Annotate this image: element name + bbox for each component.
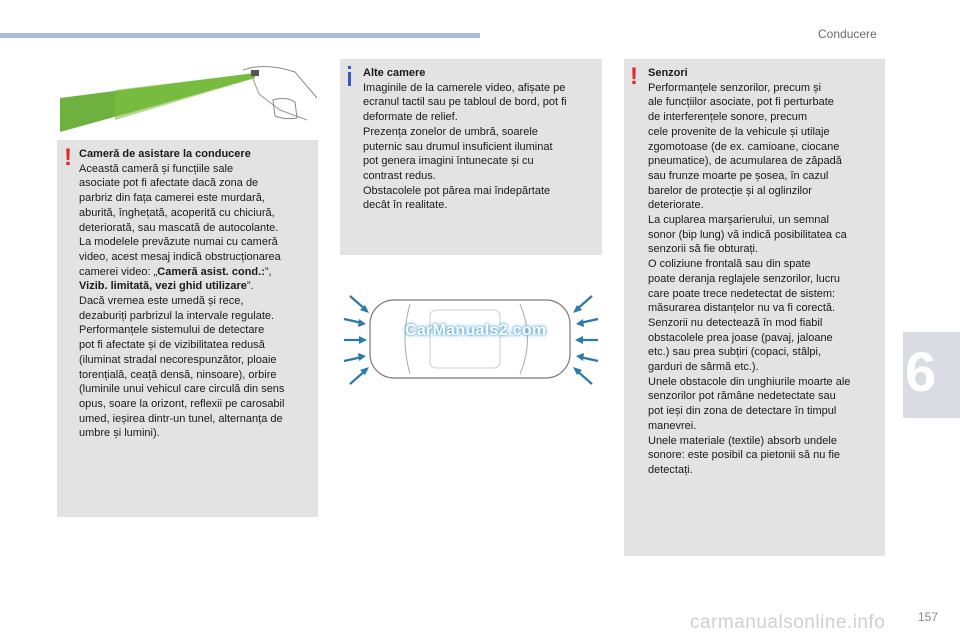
- chapter-number: 6: [905, 340, 937, 403]
- sensors-warning-text: [648, 66, 884, 478]
- exclamation-icon: !: [630, 63, 638, 90]
- sensors-warning-body: Performanțele senzorilor, precum și ale funcțiilor asociate, pot fi perturbate de interferențele sonore, precum cele provenite de la vehicule și utilaje zgomotoase (de ex. camioane, ciocane pneumatice), de acumularea de zăpadă sau frunze moarte pe șosea, în cazul barelor de protecție și al oglinzilor deteriorate. La cuplarea marșarierului, un semnal sonor (bip lung) vă indică posibilitatea ca senzorii să fie obturați. O coliziune frontală sau din spate poate deranja reglajele senzorilor, lucru care poate trece nedetectat de sistem: măsurarea distanțelor nu va fi corectă. Senzorii nu detectează în mod fiabil obstacolele prea joase (pavaj, jaloane etc.) sau prea subțiri (copaci, stâlpi, garduri de sârmă etc.). Unele obstacole din unghiurile moarte ale senzorilor pot rămâne nedetectate sau pot ieși din zona de detectare în timpul manevrei. Unele materiale (textile) absorb undele sonore: este posibil ca pietonii să nu fie detectați.: [648, 81, 851, 476]
- sensors-warning-title: Senzori: [648, 67, 688, 79]
- info-icon: [348, 66, 351, 69]
- cameras-info-title: Alte camere: [363, 67, 426, 79]
- camera-warning-body: Această cameră și funcțiile sale asociate pot fi afectate dacă zona de parbriz din fața camerei este murdară, aburită, înghețată, acoperită cu chiciură, deteriorată, sau mascată de autocolante. La modelele prevăzute numai cu cameră video, acest mesaj indică obstrucționarea camerei video: „Cameră asist. cond.:”, Vizib. limitată, vezi ghid utilizare”. Dacă vremea este umedă și rece, dezaburiți parbrizul la intervale regulate. Performanțele sistemului de detectare pot fi afectate și de vizibilitatea redusă (iluminat stradal necorespunzător, ploaie torențială, ceață densă, ninsoare), orbire (luminile unui vehicul care circulă din sens opus, soare la orizont, reflexii pe carosabil umed, ieșirea dintr-un tunel, alternanța de umbre și lumini).: [79, 162, 285, 440]
- camera-warning-text: [79, 147, 315, 441]
- section-title: Conducere: [818, 27, 877, 41]
- cameras-info-body: Imaginile de la camerele video, afișate pe ecranul tactil sau pe tabloul de bord, pot fi deformate de relief. Prezența zonelor de umbră, soarele puternic sau drumul insuficient iluminat pot genera imagini întunecate și cu contrast redus. Obstacolele pot părea mai îndepărtate decât în realitate.: [363, 81, 567, 212]
- exclamation-icon: !: [64, 144, 72, 171]
- site-watermark: CarManuals2.com: [405, 322, 547, 339]
- footer-watermark: carmanualsonline.info: [690, 612, 886, 633]
- page-number: 157: [918, 610, 939, 624]
- camera-module: [251, 70, 259, 76]
- camera-warning-title: Cameră de asistare la conducere: [79, 148, 251, 160]
- cameras-info-text: [363, 66, 599, 213]
- header-accent-bar: [0, 33, 480, 38]
- windshield-camera-illustration: [55, 60, 320, 135]
